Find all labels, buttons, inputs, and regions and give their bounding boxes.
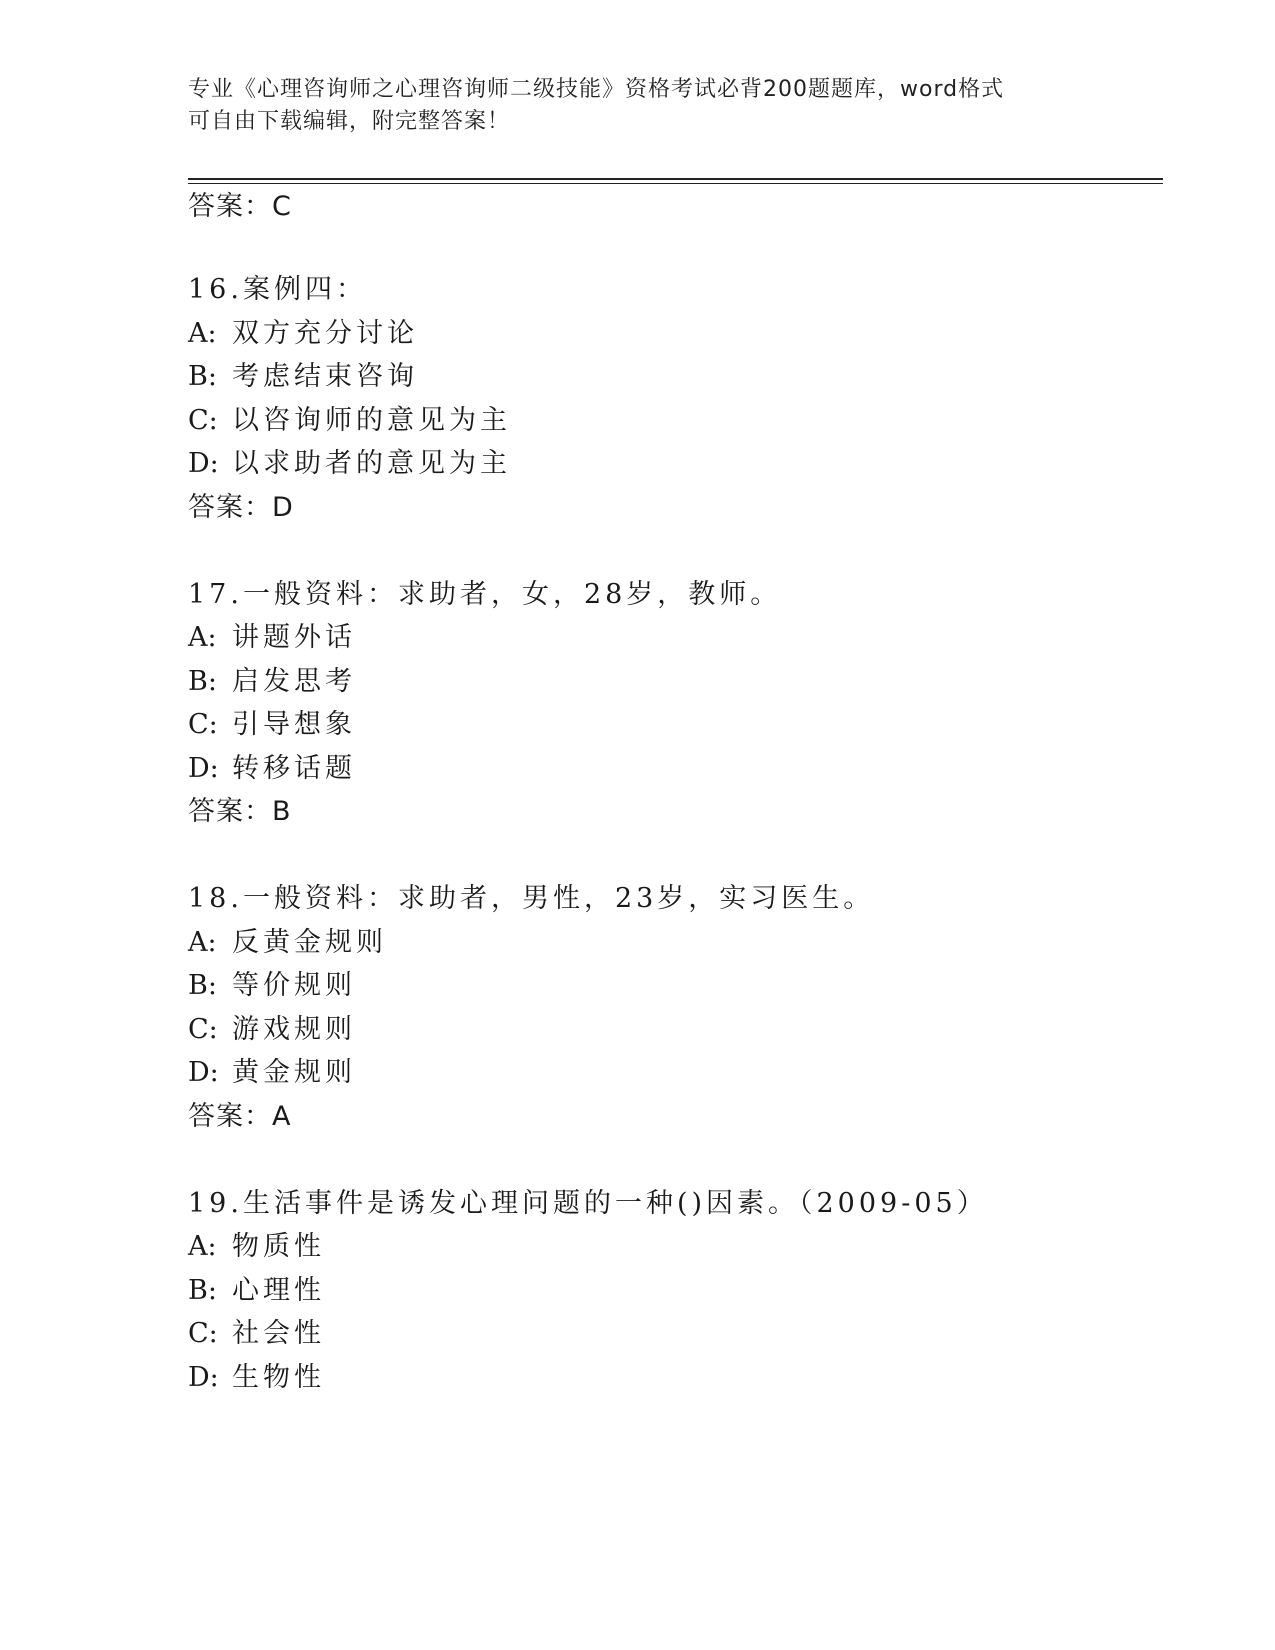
option-letter: D: xyxy=(188,448,219,479)
option-text: 游戏规则 xyxy=(232,1014,356,1045)
option-letter: C: xyxy=(188,1014,218,1045)
question-18-option-a xyxy=(188,926,387,960)
option-letter: A: xyxy=(188,622,217,653)
header-divider-thin xyxy=(188,183,1163,184)
option-letter: B: xyxy=(188,666,217,697)
question-18-option-c xyxy=(188,1013,356,1047)
option-letter: D: xyxy=(188,753,219,784)
question-18-answer: 答案：A xyxy=(188,1101,292,1132)
question-18-option-d xyxy=(188,1056,356,1090)
option-letter: C: xyxy=(188,405,218,436)
question-19-option-a xyxy=(188,1230,325,1264)
option-letter: D: xyxy=(188,1057,219,1088)
option-text: 讲题外话 xyxy=(232,622,356,653)
option-text: 社会性 xyxy=(232,1318,325,1349)
question-17-answer: 答案：B xyxy=(188,796,292,827)
option-text: 启发思考 xyxy=(232,666,356,697)
header-line-2: 可自由下载编辑，附完整答案！ xyxy=(188,109,511,134)
question-19-option-b xyxy=(188,1274,325,1308)
option-text: 引导想象 xyxy=(232,709,356,740)
question-17-option-a xyxy=(188,621,356,655)
question-17-stem: 17.一般资料：求助者，女，28岁，教师。 xyxy=(188,579,782,610)
option-text: 反黄金规则 xyxy=(232,927,387,958)
question-18-option-b xyxy=(188,969,356,1003)
question-17-option-b xyxy=(188,665,356,699)
question-18-stem: 18.一般资料：求助者，男性，23岁，实习医生。 xyxy=(188,883,875,914)
option-text: 以咨询师的意见为主 xyxy=(232,405,511,436)
option-text: 生物性 xyxy=(232,1362,325,1393)
question-17-option-c xyxy=(188,708,356,742)
option-letter: A: xyxy=(188,318,217,349)
question-16-option-a xyxy=(188,317,418,351)
option-letter: B: xyxy=(188,970,217,1001)
question-16-option-b xyxy=(188,360,418,394)
option-letter: C: xyxy=(188,709,218,740)
option-text: 心理性 xyxy=(232,1275,325,1306)
question-19-option-d xyxy=(188,1361,325,1395)
option-letter: B: xyxy=(188,1275,217,1306)
question-16-answer: 答案：D xyxy=(188,492,294,523)
option-text: 考虑结束咨询 xyxy=(232,361,418,392)
option-text: 黄金规则 xyxy=(232,1057,356,1088)
document-header xyxy=(188,74,1088,138)
option-letter: A: xyxy=(188,1231,217,1262)
question-16-stem: 16.案例四： xyxy=(188,274,367,305)
question-16-option-d xyxy=(188,447,511,481)
option-letter: C: xyxy=(188,1318,218,1349)
question-17-option-d xyxy=(188,752,356,786)
option-letter: A: xyxy=(188,927,217,958)
answer-previous: 答案：C xyxy=(188,191,292,222)
option-text: 以求助者的意见为主 xyxy=(232,448,511,479)
header-divider-thick xyxy=(188,178,1163,180)
option-text: 等价规则 xyxy=(232,970,356,1001)
question-19-stem: 19.生活事件是诱发心理问题的一种()因素。（2009-05） xyxy=(188,1188,988,1219)
option-text: 转移话题 xyxy=(232,753,356,784)
option-letter: D: xyxy=(188,1362,219,1393)
question-19-option-c xyxy=(188,1317,325,1351)
header-line-1: 专业《心理咨询师之心理咨询师二级技能》资格考试必背200题题库，word格式 xyxy=(188,77,1005,102)
option-letter: B: xyxy=(188,361,217,392)
question-16-option-c xyxy=(188,404,511,438)
option-text: 物质性 xyxy=(232,1231,325,1262)
option-text: 双方充分讨论 xyxy=(232,318,418,349)
